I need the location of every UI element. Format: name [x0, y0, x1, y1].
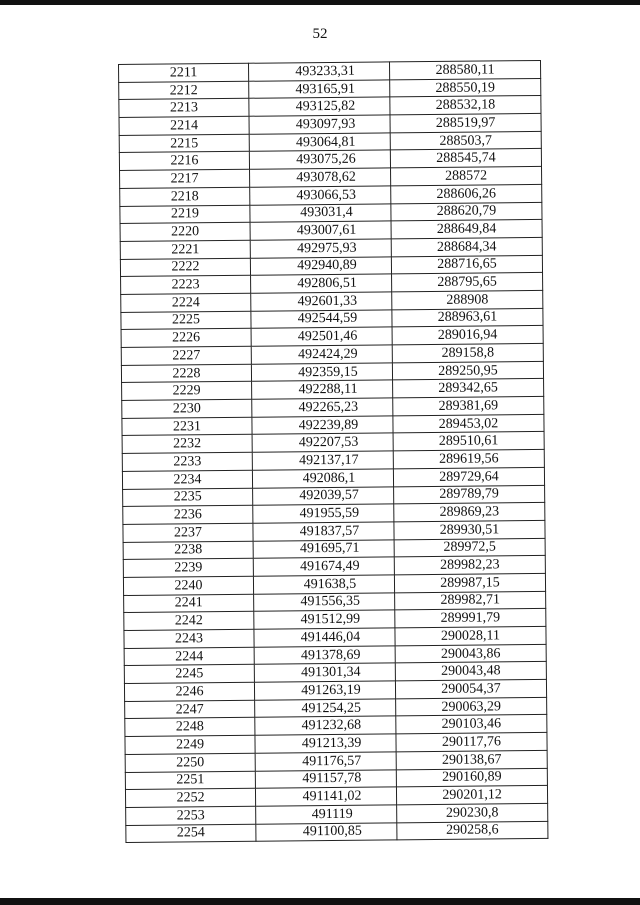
point-number-cell: 2225 [121, 311, 251, 330]
point-number-cell: 2223 [121, 275, 251, 294]
y-coordinate-cell: 290201,12 [396, 786, 547, 805]
x-coordinate-cell: 492501,46 [251, 327, 392, 346]
y-coordinate-cell: 288606,26 [391, 184, 542, 203]
x-coordinate-cell: 492265,23 [252, 398, 393, 417]
y-coordinate-cell: 290054,37 [395, 679, 546, 698]
point-number-cell: 2230 [122, 399, 252, 418]
x-coordinate-cell: 493097,93 [249, 115, 390, 134]
point-number-cell: 2240 [123, 576, 253, 595]
point-number-cell: 2234 [122, 470, 252, 489]
point-number-cell: 2251 [125, 771, 255, 790]
x-coordinate-cell: 492039,57 [253, 486, 394, 505]
x-coordinate-cell: 491157,78 [255, 769, 396, 788]
y-coordinate-cell: 289991,79 [395, 609, 546, 628]
x-coordinate-cell: 492601,33 [251, 292, 392, 311]
x-coordinate-cell: 493066,53 [250, 186, 391, 205]
point-number-cell: 2219 [120, 205, 250, 224]
point-number-cell: 2233 [122, 452, 252, 471]
point-number-cell: 2215 [119, 134, 249, 153]
x-coordinate-cell: 491556,35 [254, 592, 395, 611]
point-number-cell: 2237 [123, 523, 253, 542]
x-coordinate-cell: 491119 [256, 805, 397, 824]
x-coordinate-cell: 492137,17 [252, 451, 393, 470]
point-number-cell: 2214 [119, 116, 249, 135]
y-coordinate-cell: 289982,23 [394, 556, 545, 575]
x-coordinate-cell: 491638,5 [253, 575, 394, 594]
x-coordinate-cell: 491512,99 [254, 610, 395, 629]
point-number-cell: 2212 [119, 81, 249, 100]
y-coordinate-cell: 290230,8 [397, 803, 548, 822]
table-row [126, 821, 548, 843]
x-coordinate-cell: 492544,59 [251, 310, 392, 329]
x-coordinate-cell: 491254,25 [255, 699, 396, 718]
coordinates-table-body [119, 60, 548, 842]
point-number-cell: 2216 [119, 152, 249, 171]
x-coordinate-cell: 493064,81 [249, 133, 390, 152]
y-coordinate-cell: 289972,5 [394, 538, 545, 557]
point-number-cell: 2253 [126, 806, 256, 825]
y-coordinate-cell: 290138,67 [396, 750, 547, 769]
y-coordinate-cell: 288963,61 [392, 308, 543, 327]
x-coordinate-cell: 493075,26 [249, 150, 390, 169]
y-coordinate-cell: 290117,76 [396, 733, 547, 752]
x-coordinate-cell: 491213,39 [255, 734, 396, 753]
coordinates-table [118, 60, 548, 843]
y-coordinate-cell: 289982,71 [395, 591, 546, 610]
point-number-cell: 2252 [125, 788, 255, 807]
scan-bottom-border [0, 898, 640, 905]
y-coordinate-cell: 290258,6 [397, 821, 548, 840]
y-coordinate-cell: 289930,51 [394, 520, 545, 539]
point-number-cell: 2232 [122, 435, 252, 454]
y-coordinate-cell: 289619,56 [393, 450, 544, 469]
point-number-cell: 2217 [120, 169, 250, 188]
point-number-cell: 2246 [124, 682, 254, 701]
y-coordinate-cell: 288550,19 [390, 78, 541, 97]
x-coordinate-cell: 493031,4 [250, 203, 391, 222]
page-number: 52 [312, 26, 328, 42]
point-number-cell: 2247 [125, 700, 255, 719]
x-coordinate-cell: 491301,34 [254, 663, 395, 682]
y-coordinate-cell: 288545,74 [390, 149, 541, 168]
y-coordinate-cell: 290028,11 [395, 626, 546, 645]
scan-top-border [0, 0, 640, 5]
y-coordinate-cell: 289789,79 [394, 485, 545, 504]
point-number-cell: 2222 [120, 258, 250, 277]
y-coordinate-cell: 288532,18 [390, 96, 541, 115]
x-coordinate-cell: 491263,19 [254, 681, 395, 700]
point-number-cell: 2229 [122, 382, 252, 401]
x-coordinate-cell: 492086,1 [252, 469, 393, 488]
y-coordinate-cell: 289869,23 [394, 503, 545, 522]
point-number-cell: 2227 [121, 346, 251, 365]
x-coordinate-cell: 491232,68 [255, 716, 396, 735]
point-number-cell: 2238 [123, 541, 253, 560]
x-coordinate-cell: 493007,61 [250, 221, 391, 240]
y-coordinate-cell: 288503,7 [390, 131, 541, 150]
x-coordinate-cell: 491695,71 [253, 539, 394, 558]
point-number-cell: 2244 [124, 647, 254, 666]
y-coordinate-cell: 289987,15 [394, 573, 545, 592]
y-coordinate-cell: 288716,65 [391, 255, 542, 274]
point-number-cell: 2211 [119, 63, 249, 82]
x-coordinate-cell: 491141,02 [255, 787, 396, 806]
y-coordinate-cell: 288795,65 [392, 273, 543, 292]
point-number-cell: 2218 [120, 187, 250, 206]
x-coordinate-cell: 493165,91 [249, 80, 390, 99]
point-number-cell: 2220 [120, 222, 250, 241]
y-coordinate-cell: 289381,69 [393, 396, 544, 415]
x-coordinate-cell: 492288,11 [252, 380, 393, 399]
x-coordinate-cell: 491378,69 [254, 646, 395, 665]
point-number-cell: 2248 [125, 718, 255, 737]
point-number-cell: 2235 [123, 488, 253, 507]
point-number-cell: 2228 [121, 364, 251, 383]
y-coordinate-cell: 290160,89 [396, 768, 547, 787]
y-coordinate-cell: 290043,48 [395, 662, 546, 681]
point-number-cell: 2250 [125, 753, 255, 772]
x-coordinate-cell: 491176,57 [255, 752, 396, 771]
y-coordinate-cell: 288649,84 [391, 220, 542, 239]
y-coordinate-cell: 289510,61 [393, 432, 544, 451]
x-coordinate-cell: 491837,57 [253, 522, 394, 541]
x-coordinate-cell: 492239,89 [252, 416, 393, 435]
x-coordinate-cell: 493233,31 [248, 62, 389, 81]
point-number-cell: 2231 [122, 417, 252, 436]
point-number-cell: 2249 [125, 735, 255, 754]
y-coordinate-cell: 289250,95 [392, 361, 543, 380]
point-number-cell: 2243 [124, 629, 254, 648]
point-number-cell: 2213 [119, 99, 249, 118]
y-coordinate-cell: 289016,94 [392, 326, 543, 345]
x-coordinate-cell: 492207,53 [252, 433, 393, 452]
point-number-cell: 2242 [124, 612, 254, 631]
x-coordinate-cell: 492424,29 [251, 345, 392, 364]
x-coordinate-cell: 492940,89 [250, 256, 391, 275]
y-coordinate-cell: 290103,46 [396, 715, 547, 734]
y-coordinate-cell: 290063,29 [396, 697, 547, 716]
point-number-cell: 2239 [123, 558, 253, 577]
x-coordinate-cell: 491674,49 [253, 557, 394, 576]
y-coordinate-cell: 289453,02 [393, 414, 544, 433]
y-coordinate-cell: 288572 [391, 167, 542, 186]
point-number-cell: 2224 [121, 293, 251, 312]
x-coordinate-cell: 492806,51 [251, 274, 392, 293]
point-number-cell: 2241 [124, 594, 254, 613]
point-number-cell: 2245 [124, 665, 254, 684]
y-coordinate-cell: 289342,65 [393, 379, 544, 398]
y-coordinate-cell: 288519,97 [390, 114, 541, 133]
x-coordinate-cell: 493125,82 [249, 97, 390, 116]
y-coordinate-cell: 289729,64 [393, 467, 544, 486]
x-coordinate-cell: 493078,62 [250, 168, 391, 187]
y-coordinate-cell: 288620,79 [391, 202, 542, 221]
y-coordinate-cell: 288684,34 [391, 237, 542, 256]
point-number-cell: 2221 [120, 240, 250, 259]
y-coordinate-cell: 289158,8 [392, 343, 543, 362]
x-coordinate-cell: 491100,85 [256, 822, 397, 841]
point-number-cell: 2226 [121, 329, 251, 348]
y-coordinate-cell: 288580,11 [389, 60, 540, 79]
x-coordinate-cell: 491446,04 [254, 628, 395, 647]
point-number-cell: 2254 [126, 824, 256, 843]
point-number-cell: 2236 [123, 505, 253, 524]
x-coordinate-cell: 491955,59 [253, 504, 394, 523]
y-coordinate-cell: 290043,86 [395, 644, 546, 663]
x-coordinate-cell: 492975,93 [250, 239, 391, 258]
y-coordinate-cell: 288908 [392, 290, 543, 309]
x-coordinate-cell: 492359,15 [251, 363, 392, 382]
coordinates-table-wrapper [118, 60, 548, 843]
